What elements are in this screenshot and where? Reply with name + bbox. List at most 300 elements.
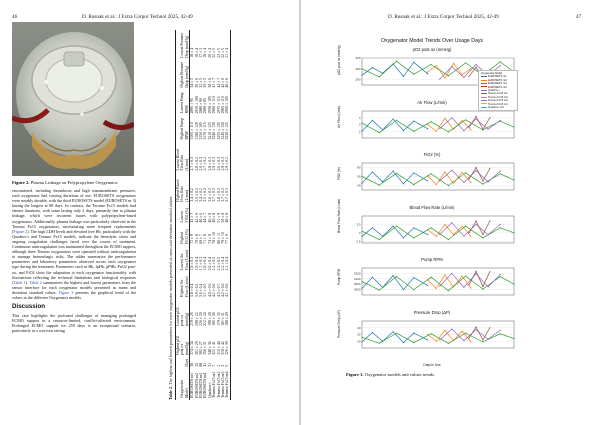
table2-cell: 3.5 ± 0.3: [203, 188, 208, 202]
chart-point: [463, 182, 464, 183]
chart-point: [465, 62, 466, 63]
chart-point: [396, 119, 397, 120]
table2-cell: 3.6 ± 0.4: [199, 283, 204, 298]
chart-title: Air Flow (L/min): [417, 99, 447, 105]
table2-row: [212, 30, 216, 400]
table2-cell: 315 ± 44: [216, 341, 221, 355]
chart-plot: [346, 263, 518, 299]
table2-cell: 2.1 ± 0.4: [225, 246, 230, 273]
chart-point: [482, 128, 483, 129]
page-gutter: [299, 0, 301, 425]
table2-cell: 40 ± 6: [225, 60, 230, 90]
chart-point: [427, 73, 428, 74]
legend-swatch: [481, 107, 487, 108]
table2-header: Oxygenator Model: [176, 369, 190, 400]
chart-point: [427, 285, 428, 286]
table2-cell: 2.7 ± 0.2: [203, 157, 208, 171]
table2-cell: 2.2 ± 0.4: [221, 256, 226, 271]
chart-point: [361, 68, 362, 69]
chart-ytick-label: 3.5: [356, 221, 361, 226]
chart-point: [462, 119, 463, 120]
chart-point: [469, 232, 470, 233]
table2-cell: 3165 ± 110: [190, 122, 195, 140]
chart-point: [465, 332, 466, 333]
table2-cell: 3.5 ± 0.3: [194, 188, 199, 202]
chart-point: [488, 181, 489, 182]
chart-point: [513, 338, 514, 339]
chart-point: [403, 237, 404, 238]
table2-cell: 1.9 ± 0.4: [194, 256, 199, 271]
chart-point: [379, 185, 380, 186]
table2-cell: 219 ± 26: [190, 312, 195, 326]
chart-point: [361, 183, 362, 184]
table2-cell: 18 ± 4: [203, 48, 208, 58]
table2-cell: 32 ± 5: [199, 77, 204, 88]
table2-cell: Terumo Fx15 nr1: [212, 371, 217, 398]
chart-point: [448, 185, 449, 186]
chart-title: Pressure Drop (ΔP): [413, 309, 451, 315]
chart-point: [463, 235, 464, 236]
chart-point: [489, 327, 490, 328]
table2-cell: 74 ± 9: [207, 234, 212, 244]
chart-point: [361, 288, 362, 289]
table2-cell: 20 ± 4: [207, 48, 212, 58]
chart-point: [413, 227, 414, 228]
table2-cell: 188 ± 29: [225, 299, 230, 328]
figure3-legend: [478, 70, 518, 111]
table2-cell: 35 ± 5: [203, 77, 208, 88]
results-text-3: ).: [25, 279, 30, 285]
chart-panel: [337, 309, 518, 353]
table2-cell: 36 ± 6: [194, 77, 199, 88]
left-body-text: [12, 188, 136, 335]
chart-title: Pump RPM: [421, 257, 443, 262]
chart-point: [475, 329, 476, 330]
table2-cell: 49 ± 8: [212, 212, 217, 223]
chart-ylabel: FiO2 (%): [337, 167, 341, 180]
table2-cell: 43 ± 7: [190, 212, 195, 223]
chart-point: [444, 117, 445, 118]
table2-cell: 18 ± 4: [190, 48, 195, 58]
chart-point: [379, 239, 380, 240]
chart-ytick-label: 3: [358, 230, 361, 235]
chart-point: [413, 237, 414, 238]
table2-cell: 2.9 ± 0.3: [221, 157, 226, 171]
chart-point: [475, 326, 476, 327]
chart-point: [451, 273, 452, 274]
table2-header: Highest Air Flow (L/min): [176, 272, 190, 299]
table2-header: Lowest Pressure Drop (mmHg): [176, 30, 190, 60]
chart-point: [372, 277, 373, 278]
table2-cell: 44 ± 7: [203, 212, 208, 223]
table2-cell: 2960 ± 110: [212, 96, 217, 114]
table2-row: [190, 30, 195, 400]
chart-point: [513, 284, 514, 285]
figure3-caption: [346, 372, 435, 377]
table2-header: Lowest Blood Flow Rate (L/min): [176, 142, 190, 173]
table2-cell: 22 ± 5: [221, 48, 226, 58]
legend-label: EUROSETS nr3: [488, 82, 507, 86]
table2-cell: 43 ± 7: [216, 77, 221, 88]
table2-header: Highest Pressure Drop (mmHg): [176, 60, 190, 90]
table2-cell: 2.7 ± 0.3: [190, 157, 195, 171]
table2-cell: 3240 ± 130: [212, 122, 217, 140]
chart-ytick-label: 200: [355, 77, 361, 82]
chart-ytick-label: 400: [355, 56, 361, 60]
chart-plot: [346, 211, 518, 247]
table2-cell: 22 ± 5: [212, 48, 217, 58]
legend-swatch: [481, 83, 487, 84]
chart-point: [500, 333, 501, 334]
legend-swatch: [481, 86, 487, 87]
chart-point: [500, 61, 501, 62]
chart-point: [361, 235, 362, 236]
legend-label: EUROSETS nr1: [488, 75, 507, 79]
table2-cell: 3.4 ± 0.2: [199, 188, 204, 202]
chart-point: [361, 176, 362, 177]
chart-point: [431, 64, 432, 65]
table2-header: Highest Pump RPM: [176, 115, 190, 141]
table2-cell: 2950 ± 105: [225, 90, 230, 116]
table2-cell: 50 ± 8: [221, 212, 226, 223]
chart-point: [436, 288, 437, 289]
table2-cell: 3230 ± 125: [225, 115, 230, 141]
chart-point: [413, 342, 414, 343]
chart-ylabel: Pressure Drop (ΔP): [337, 309, 341, 338]
table2-cell: 356 ± 31: [203, 341, 208, 355]
table2-header-row: [176, 30, 190, 400]
chart-point: [427, 71, 428, 72]
table2-cell: 374 ± 34: [190, 341, 195, 355]
chart-point: [482, 286, 483, 287]
results-text-1: encountered, including thrombosis and high transmembrane pressures, each oxygenator had varying durations of use. EUROSETS oxygenators were notably durable, with the third EUROSETS model (EUROSETS nr 3) lasting the longest at 88 days. In contrast, the Terumo Fx15 models had shorter durations, with some lasting only 2 days, primarily due to plasma leakage, which were recurrent issues with polypropylene-based oxygenators. Additionally, plasma leakage was particularly observed in the Terumo Fx15 oxygenators, necessitating more frequent replacements (: [12, 188, 136, 234]
table2-cell: 42 ± 6: [221, 77, 226, 88]
chart-point: [444, 274, 445, 275]
table2-cell: 2975 ± 115: [216, 96, 221, 114]
table2-cell: 318 ± 42: [221, 341, 226, 355]
chart-point: [465, 172, 466, 173]
results-paragraph: [12, 188, 136, 300]
chart-point: [469, 178, 470, 179]
chart-title: Blood Flow Rate (L/min): [409, 204, 455, 210]
chart-point: [500, 173, 501, 174]
figure2-caption-label: Figure 2.: [12, 180, 30, 185]
chart-ytick-label: 40: [357, 325, 361, 330]
table2-cell: 322 ± 41: [212, 341, 217, 355]
chart-point: [451, 170, 452, 171]
table2-cell: 23 ± 5: [216, 48, 221, 58]
table2-cell: 4.1 ± 0.6: [225, 272, 230, 299]
chart-point: [358, 128, 362, 133]
chart-point: [482, 184, 483, 185]
table2-cell: 181 ± 31: [221, 312, 226, 326]
chart-ylabel: pO2 post ox (mmHg): [337, 45, 341, 75]
chart-point: [427, 180, 428, 181]
chart-point: [462, 330, 463, 331]
table2-cell: 2930 ± 105: [207, 96, 212, 114]
discussion-heading: Discussion: [12, 303, 46, 311]
chart-point: [436, 340, 437, 341]
table2-cell: 17 ± 3: [199, 48, 204, 58]
chart-point: [379, 342, 380, 343]
chart-point: [439, 79, 440, 80]
chart-point: [436, 130, 437, 131]
right-page-number: 47: [576, 14, 582, 20]
table2-cell: 40 ± 6: [199, 212, 204, 223]
chart-point: [465, 276, 466, 277]
table2-cell: 3.9 ± 0.5: [194, 283, 199, 298]
chart-point: [451, 328, 452, 329]
chart-point: [448, 75, 449, 76]
chart-point: [470, 341, 471, 342]
chart-point: [463, 340, 464, 341]
chart-point: [403, 76, 404, 77]
chart-point: [396, 276, 397, 277]
legend-label: Terumo Fx15 nr2: [488, 95, 508, 99]
table2-cell: 2895 ± 95: [190, 98, 195, 114]
results-text-5: presents the graphical trend of the values in the different Oxygenator models.: [12, 289, 137, 300]
chart-point: [489, 220, 490, 221]
table2-cell: 79 ± 10: [221, 232, 226, 244]
chart-point: [500, 227, 501, 228]
chart-point: [475, 271, 476, 272]
chart-point: [393, 331, 394, 332]
table2-header: Highest FiO2 (%): [176, 224, 190, 245]
chart-point: [427, 339, 428, 340]
chart-point: [413, 62, 414, 63]
table2-cell: 78 ± 10: [212, 232, 217, 244]
chart-ylabel: Air Flow (L/min): [337, 105, 341, 128]
table2-header: Days: [176, 357, 190, 369]
table2-cell: 4.0 ± 0.6: [207, 283, 212, 298]
chart-point: [444, 171, 445, 172]
table2-cell: 179 ± 33: [216, 312, 221, 326]
left-running-head: D. Rusnak et al.: J Extra Corpor Technol 2025, 42-49: [82, 14, 193, 20]
chart-point: [427, 333, 428, 334]
chart-ytick-label: 3: [358, 122, 361, 126]
chart-point: [463, 287, 464, 288]
table2-cell: 19 ± 4: [194, 48, 199, 58]
table2-cell: 2880 ± 90: [199, 98, 204, 114]
table2-cell: 68 ± 7: [199, 234, 204, 244]
table2-cell: 51 ± 9: [216, 212, 221, 223]
chart-point: [379, 132, 380, 133]
chart-point: [361, 281, 362, 282]
table2-cell: 3.8 ± 0.3: [216, 188, 221, 202]
chart-point: [396, 225, 397, 226]
legend-label: Terumo Fx15 nr1: [488, 92, 508, 96]
chart-point: [469, 284, 470, 285]
chart-point: [500, 274, 501, 275]
table2-cell: 1.8 ± 0.3: [190, 256, 195, 271]
figure3-title: Oxygenator Model Trends Over Usage Days: [380, 38, 484, 44]
legend-swatch: [481, 80, 487, 81]
chart-point: [436, 184, 437, 185]
chart-ytick-label: 30: [357, 332, 361, 336]
table2-cell: 1.7 ± 0.3: [199, 256, 204, 271]
chart-point: [469, 76, 470, 77]
table2-header: Lowest Pump RPM: [176, 90, 190, 116]
chart-point: [361, 336, 362, 337]
chart-point: [488, 128, 489, 129]
chart-point: [482, 234, 483, 235]
legend-item: [481, 106, 515, 109]
table2-row: [225, 30, 230, 400]
table2-cell: 3255 ± 135: [216, 122, 221, 140]
table2-cell: 3.8 ± 0.4: [190, 283, 195, 298]
table2-cell: 21 ± 4: [225, 30, 230, 60]
table2-cell: 71 ± 8: [203, 234, 208, 244]
chart-point: [448, 239, 449, 240]
table2-cell: 2.3 ± 0.5: [216, 256, 221, 271]
chart-point: [431, 227, 432, 228]
table2-cell: 41: [203, 362, 208, 367]
table2-cell: 2.9 ± 0.2: [225, 142, 230, 173]
chart-point: [393, 118, 394, 119]
table2-cell: 226 ± 20: [199, 312, 204, 326]
table2-body: [190, 30, 231, 400]
chart-point: [451, 66, 452, 67]
table2-cell: 88: [199, 362, 204, 367]
legend-items: [481, 75, 515, 109]
table2-cell: 72 ± 9: [190, 234, 195, 244]
chart-point: [513, 126, 514, 127]
chart-panel: [337, 152, 518, 195]
chart-point: [393, 225, 394, 226]
table2-cell: 41 ± 7: [212, 77, 217, 88]
figure3-xlabel: Days in Use: [423, 363, 441, 367]
table2-cell: 70 ± 8: [194, 234, 199, 244]
chart-point: [413, 120, 414, 121]
chart-point: [436, 65, 437, 66]
chart-ytick-label: 80: [357, 165, 361, 170]
table2-cell: 4.2 ± 0.6: [212, 283, 217, 298]
chart-ytick-label: 3200: [353, 271, 361, 276]
left-page-number: 46: [12, 14, 18, 20]
table2-header: Lowest FiO2 (%): [176, 204, 190, 225]
link-table1[interactable]: Table 1: [13, 279, 26, 285]
chart-point: [372, 227, 373, 228]
table2-cell: Terumo Fx15 nr2: [216, 371, 221, 398]
table2-cell: 2.9 ± 0.3: [212, 157, 217, 171]
chart-point: [462, 276, 463, 277]
link-figure2[interactable]: Figure 2: [13, 228, 28, 234]
table2-cell: 198 ± 28: [207, 312, 212, 326]
table2-cell: 3180 ± 120: [194, 122, 199, 140]
chart-title: FiO2 (%): [423, 152, 441, 157]
chart-ytick-label: 40: [357, 183, 361, 188]
table2-cell: EUROSETS nr1: [190, 372, 195, 398]
chart-point: [427, 234, 428, 235]
table2-label: Table 2.: [168, 385, 173, 400]
chart-point: [489, 271, 490, 272]
legend-label: EUROSETS nr4: [488, 85, 507, 89]
chart-point: [393, 171, 394, 172]
chart-point: [361, 341, 362, 342]
table2-cell: EUROSETS nr4: [203, 372, 208, 398]
table2-cell: 3.7 ± 0.3: [221, 188, 226, 202]
chart-ytick-label: 3100: [353, 276, 361, 281]
link-table2[interactable]: Table 2: [29, 279, 42, 285]
legend-swatch: [481, 90, 487, 91]
table2-cell: 3.0 ± 0.3: [216, 157, 221, 171]
chart-point: [513, 180, 514, 181]
link-figure3[interactable]: Figure 3: [58, 289, 74, 295]
table2-cell: 382 ± 27: [199, 341, 204, 355]
figure3-caption-text: Oxygenator models and values trends.: [364, 372, 435, 377]
table2-cell: 38: [190, 362, 195, 367]
chart-point: [475, 115, 476, 116]
chart-point: [482, 289, 483, 290]
chart-point: [372, 67, 373, 68]
legend-swatch: [481, 93, 487, 94]
table2-cell: 2.0 ± 0.4: [207, 256, 212, 271]
chart-point: [463, 130, 464, 131]
chart-point: [413, 277, 414, 278]
table2-container: [168, 30, 288, 400]
chart-ytick-label: 20: [357, 338, 361, 343]
table2-cell: 185 ± 30: [212, 312, 217, 326]
chart-ylabel: Blood Flow Rate (L/min): [337, 198, 341, 233]
chart-point: [463, 77, 464, 78]
chart-ytick-label: 2: [358, 128, 361, 133]
chart-point: [444, 223, 445, 224]
chart-point: [470, 235, 471, 236]
chart-point: [453, 183, 454, 184]
chart-point: [475, 220, 476, 221]
chart-point: [453, 63, 454, 64]
chart-point: [431, 333, 432, 334]
chart-point: [403, 289, 404, 290]
chart-point: [444, 77, 445, 78]
chart-plot: [346, 316, 518, 352]
table2-cell: 212 ± 24: [203, 312, 208, 326]
chart-point: [482, 341, 483, 342]
table2-cell: 348 ± 36: [207, 341, 212, 355]
chart-point: [448, 342, 449, 343]
chart-panel: [337, 257, 518, 300]
chart-point: [403, 183, 404, 184]
chart-point: [439, 286, 440, 287]
chart-point: [439, 180, 440, 181]
chart-point: [500, 223, 501, 224]
legend-label: Terumo Fx15 nr3: [488, 99, 508, 103]
chart-point: [470, 182, 471, 183]
chart-point: [488, 338, 489, 339]
chart-panel: [337, 198, 518, 248]
legend-swatch: [481, 103, 487, 104]
chart-point: [379, 290, 380, 291]
table2-cell: 48 ± 8: [225, 204, 230, 225]
figure2-caption-text: Plasma Leakage on Polypropylene Oxygenator.: [30, 180, 119, 185]
table2-cell: 326 ± 39: [225, 328, 230, 357]
chart-point: [475, 170, 476, 171]
table2-cell: 5: [225, 357, 230, 369]
chart-point: [439, 234, 440, 235]
figure3-caption-label: Figure 3.: [346, 372, 364, 377]
chart-frame: [362, 268, 514, 295]
discussion-paragraph: This case highlights the profound challenges of managing prolonged ECMO support in a resource-limited, conflict-affected environment. Prolonged ECMO support for 259 days is an exceptional scenario, particularly in a war-torn setting: [12, 313, 136, 334]
chart-ytick-label: 3000: [353, 282, 361, 287]
chart-point: [469, 337, 470, 338]
chart-point: [361, 230, 362, 231]
chart-point: [475, 167, 476, 168]
chart-point: [361, 122, 362, 123]
chart-point: [451, 117, 452, 118]
chart-point: [413, 74, 414, 75]
chart-point: [470, 287, 471, 288]
legend-label: EUROSETS nr2: [488, 78, 507, 82]
